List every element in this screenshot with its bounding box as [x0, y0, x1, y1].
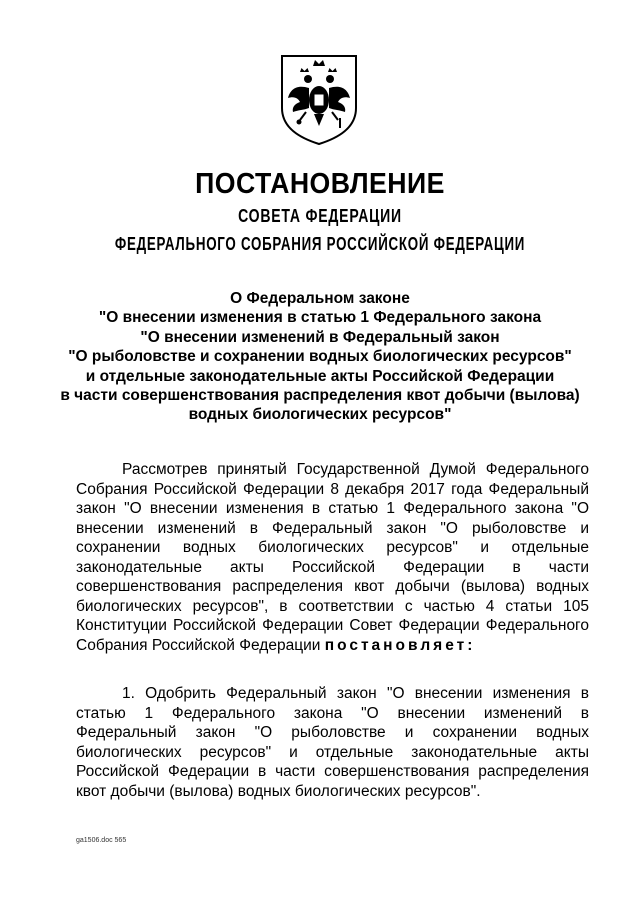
resolution-heading	[40, 289, 600, 425]
preamble-text: Рассмотрев принятый Государственной Думой Федерального Собрания Российской Федерации 8 декабря 2017 года Федеральный закон "О внесении изменения в статью 1 Федерального закона "О внесении изменений в Федеральный закон "О рыболовстве и сохранении водных биологических ресурсов" и отдельные законодательные акты Российской Федерации в части совершенствования распределения квот добычи (вылова) водных биологических ресурсов", в соответствии с частью 4 статьи 105 Конституции Российской Федерации Совет Федерации Федерального Собрания Российской Федерации	[76, 461, 589, 654]
file-reference: ga1506.doc 565	[76, 837, 127, 844]
resolving-verb: постановляет:	[324, 636, 476, 654]
issuer-parent-name: ФЕДЕРАЛЬНОГО СОБРАНИЯ РОССИЙСКОЙ ФЕДЕРАЦИИ	[114, 234, 526, 254]
heading-line: в части совершенствования распределения квот добычи (вылова)	[60, 387, 580, 405]
heading-line: "О внесении изменения в статью 1 Федерального закона	[98, 309, 542, 327]
document-title: ПОСТАНОВЛЕНИЕ	[195, 168, 445, 200]
russian-coat-of-arms-icon	[276, 52, 362, 146]
item-1-paragraph	[76, 684, 589, 801]
item-1-text: 1. Одобрить Федеральный закон "О внесении изменения в статью 1 Федерального закона "О внесении изменений в Федеральный закон "О рыболовстве и сохранении водных биологических ресурсов" и отдельные законодательные акты Российской Федерации в части совершенствования распределения квот добычи (вылова) водных биологических ресурсов".	[76, 685, 589, 800]
heading-line: О Федеральном законе	[230, 290, 410, 307]
preamble-paragraph	[76, 460, 589, 655]
heading-line: водных биологических ресурсов"	[188, 406, 452, 424]
heading-line: "О внесении изменений в Федеральный закон	[140, 328, 500, 346]
heading-line: "О рыболовстве и сохранении водных биологических ресурсов"	[68, 348, 572, 366]
heading-line: и отдельные законодательные акты Российской Федерации	[85, 367, 555, 385]
issuer-name: СОВЕТА ФЕДЕРАЦИИ	[238, 206, 402, 226]
